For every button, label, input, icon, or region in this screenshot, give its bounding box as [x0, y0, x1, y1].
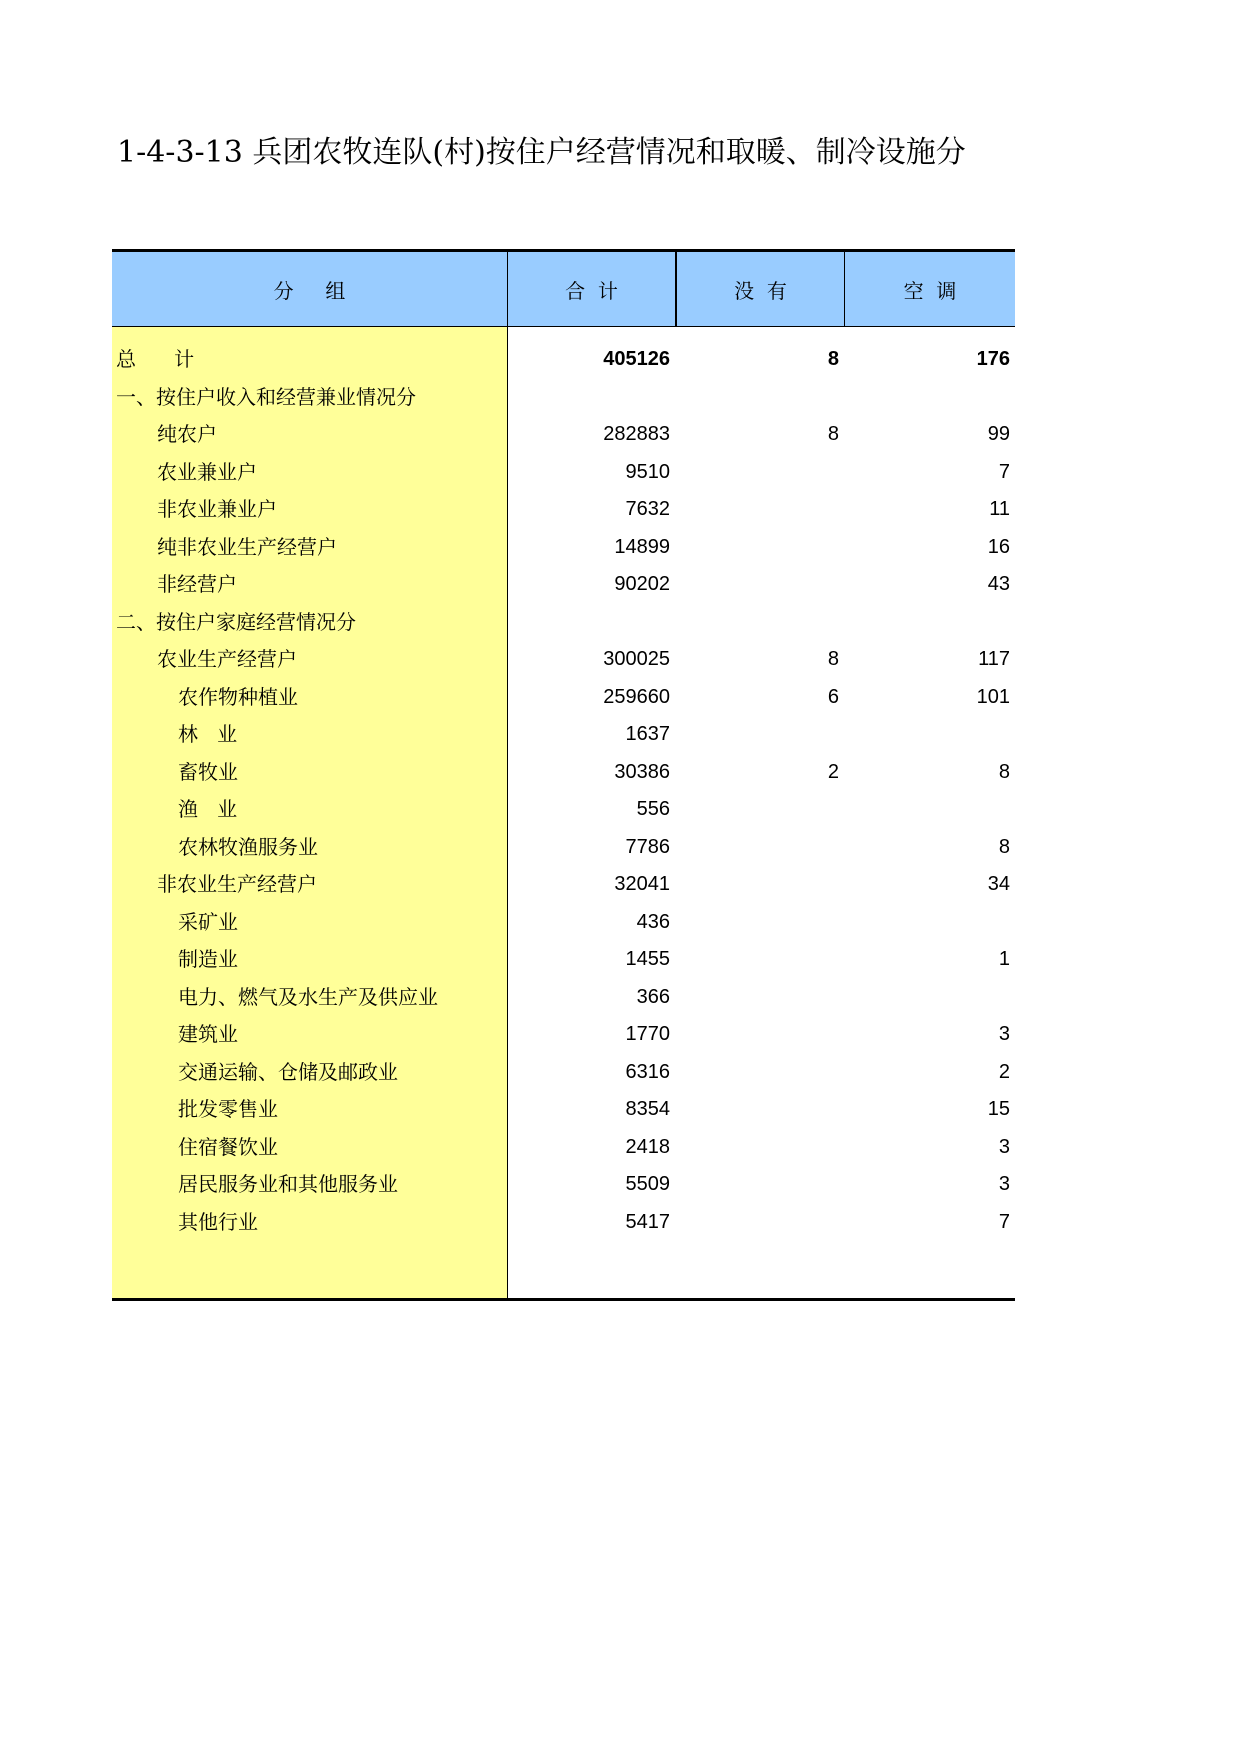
cell-air-conditioner [844, 979, 1010, 1015]
row-label: 农业兼业户 [157, 459, 257, 484]
table-row [112, 379, 1015, 415]
cell-total: 1770 [625, 1023, 670, 1045]
cell-total: 405126 [603, 348, 670, 370]
table-row [112, 604, 1015, 640]
table-row [112, 1054, 1015, 1090]
cell-none [675, 1204, 839, 1240]
cell-none [675, 979, 839, 1015]
table-row [112, 754, 1015, 790]
cell-air-conditioner: 11 [989, 498, 1010, 520]
row-label: 采矿业 [178, 909, 238, 934]
cell-air-conditioner: 3 [998, 1173, 1010, 1195]
row-label: 非农业兼业户 [157, 497, 277, 521]
cell-total: 6316 [625, 1060, 670, 1083]
table-row [112, 829, 1015, 865]
header-total: 合 计 [507, 249, 675, 327]
row-label: 其他行业 [178, 1209, 258, 1234]
table-title: 1-4-3-13 兵团农牧连队(村)按住户经营情况和取暖、制冷设施分 [117, 135, 966, 170]
row-label: 农林牧渔服务业 [178, 834, 318, 859]
cell-total: 7786 [625, 835, 670, 858]
row-label: 总 计 [116, 347, 195, 371]
cell-none [675, 491, 839, 527]
cell-air-conditioner [844, 791, 1010, 827]
cell-total: 32041 [614, 873, 670, 895]
row-label: 批发零售业 [178, 1097, 278, 1121]
table-row [112, 454, 1015, 490]
table-row [112, 1091, 1015, 1127]
row-label: 农业生产经营户 [157, 647, 297, 671]
row-label: 住宿餐饮业 [178, 1134, 278, 1159]
bottom-rule [112, 1298, 1015, 1301]
cell-none: 6 [827, 685, 839, 708]
table-row [112, 979, 1015, 1015]
row-label: 建筑业 [178, 1022, 238, 1046]
row-label: 纯非农业生产经营户 [157, 534, 337, 559]
cell-air-conditioner: 1 [998, 948, 1010, 970]
cell-air-conditioner [844, 904, 1010, 940]
cell-total: 366 [636, 985, 670, 1008]
cell-air-conditioner: 101 [976, 685, 1010, 708]
table-row [112, 679, 1015, 715]
cell-total: 436 [636, 910, 670, 933]
row-label: 电力、燃气及水生产及供应业 [178, 984, 438, 1009]
cell-none [675, 1016, 839, 1052]
cell-air-conditioner: 43 [987, 573, 1010, 595]
header-group: 分 组 [112, 249, 507, 327]
table-row [112, 1166, 1015, 1202]
cell-total: 30386 [614, 760, 670, 783]
table-row [112, 1204, 1015, 1240]
statistics-table [112, 249, 1015, 1301]
table-row [112, 716, 1015, 752]
row-label: 交通运输、仓储及邮政业 [178, 1059, 398, 1084]
cell-none [675, 604, 839, 640]
table-row [112, 641, 1015, 677]
row-label: 二、按住户家庭经营情况分 [116, 609, 356, 634]
row-label: 非农业生产经营户 [157, 872, 317, 896]
cell-air-conditioner: 2 [998, 1060, 1010, 1083]
cell-air-conditioner: 7 [998, 1210, 1010, 1233]
cell-air-conditioner: 7 [998, 460, 1010, 483]
table-row [112, 341, 1015, 377]
header-none: 没 有 [675, 249, 844, 327]
cell-total: 9510 [625, 460, 670, 483]
table-row [112, 416, 1015, 452]
cell-total: 7632 [625, 498, 670, 520]
cell-total [507, 604, 670, 640]
cell-air-conditioner: 8 [998, 760, 1010, 783]
cell-none [675, 716, 839, 752]
cell-none [675, 866, 839, 902]
cell-air-conditioner: 15 [987, 1098, 1010, 1120]
table-row [112, 491, 1015, 527]
cell-none [675, 791, 839, 827]
cell-none [675, 1054, 839, 1090]
cell-air-conditioner: 99 [987, 423, 1010, 445]
cell-total: 5509 [625, 1173, 670, 1195]
table-row [112, 791, 1015, 827]
row-label: 非经营户 [157, 572, 237, 596]
row-label: 制造业 [178, 947, 238, 971]
table-row [112, 529, 1015, 565]
row-label: 畜牧业 [178, 759, 238, 784]
cell-total [507, 379, 670, 415]
cell-air-conditioner: 34 [987, 873, 1010, 895]
cell-air-conditioner: 3 [998, 1023, 1010, 1045]
row-label: 居民服务业和其他服务业 [178, 1172, 398, 1196]
cell-total: 1637 [625, 723, 670, 745]
table-row [112, 904, 1015, 940]
cell-total: 300025 [603, 648, 670, 670]
cell-total: 90202 [614, 573, 670, 595]
cell-total: 556 [636, 798, 670, 820]
cell-air-conditioner [844, 604, 1010, 640]
cell-none [675, 529, 839, 565]
cell-total: 5417 [625, 1210, 670, 1233]
cell-none: 8 [827, 648, 839, 670]
cell-none [675, 454, 839, 490]
cell-air-conditioner: 117 [978, 648, 1010, 670]
cell-air-conditioner: 8 [998, 835, 1010, 858]
cell-none: 8 [827, 423, 839, 445]
table-row [112, 1016, 1015, 1052]
cell-air-conditioner: 16 [987, 535, 1010, 558]
cell-none [675, 1129, 839, 1165]
cell-none [675, 1091, 839, 1127]
cell-air-conditioner [844, 716, 1010, 752]
cell-air-conditioner: 3 [998, 1135, 1010, 1158]
cell-none: 8 [827, 348, 839, 370]
cell-none [675, 941, 839, 977]
cell-none: 2 [827, 760, 839, 783]
table-row [112, 566, 1015, 602]
cell-none [675, 829, 839, 865]
table-row [112, 1129, 1015, 1165]
cell-total: 1455 [625, 948, 670, 970]
header-air-conditioner: 空 调 [844, 249, 1015, 327]
cell-total: 2418 [625, 1135, 670, 1158]
row-label: 纯农户 [157, 422, 217, 446]
cell-none [675, 379, 839, 415]
cell-total: 259660 [603, 685, 670, 708]
cell-air-conditioner [844, 379, 1010, 415]
cell-total: 14899 [614, 535, 670, 558]
row-label: 林 业 [178, 722, 238, 746]
cell-air-conditioner: 176 [976, 348, 1010, 370]
table-row [112, 866, 1015, 902]
cell-none [675, 904, 839, 940]
cell-none [675, 566, 839, 602]
row-label: 渔 业 [178, 797, 238, 821]
cell-none [675, 1166, 839, 1202]
row-label: 农作物种植业 [178, 684, 298, 709]
table-row [112, 941, 1015, 977]
cell-total: 8354 [625, 1098, 670, 1120]
row-label: 一、按住户收入和经营兼业情况分 [116, 384, 416, 409]
cell-total: 282883 [603, 423, 670, 445]
